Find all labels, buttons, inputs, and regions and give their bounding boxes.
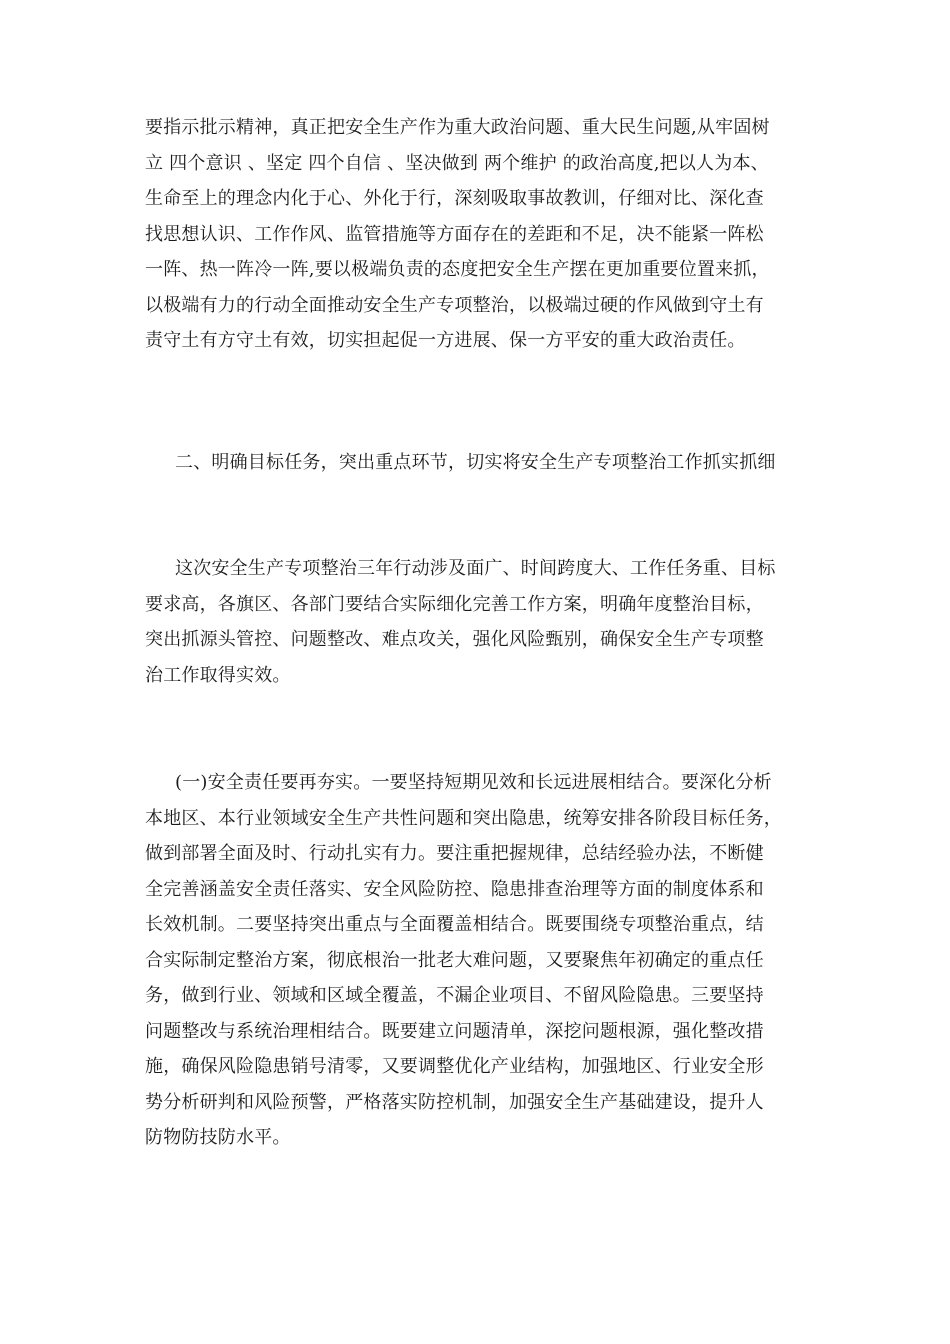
text-line: 本地区、本行业领域安全生产共性问题和突出隐患，统筹安排各阶段目标任务，	[145, 807, 782, 829]
text-line: 防物防技防水平。	[145, 1127, 291, 1148]
heading-text: 二、明确目标任务，突出重点环节，切实将安全生产专项整治工作抓实抓细	[175, 452, 776, 473]
paragraph-three-year-action	[145, 551, 835, 693]
text-line: 势分析研判和风险预警，严格落实防控机制，加强安全生产基础建设，提升人	[145, 1091, 764, 1113]
text-line: 施，确保风险隐患销号清零，又要调整优化产业结构，加强地区、行业安全形	[145, 1056, 764, 1077]
text-line: 一阵、热一阵冷一阵,要以极端负责的态度把安全生产摆在更加重要位置来抓，	[145, 259, 770, 280]
text-line: 立 四个意识 、坚定 四个自信 、坚决做到 两个维护 的政治高度,把以人为本、	[145, 152, 769, 174]
text-line: 做到部署全面及时、行动扎实有力。要注重把握规律，总结经验办法，不断健	[145, 843, 764, 864]
text-line: 要指示批示精神，真正把安全生产作为重大政治问题、重大民生问题,从牢固树	[145, 117, 770, 138]
section-heading-two	[145, 445, 835, 481]
text-line: 务，做到行业、领域和区域全覆盖，不漏企业项目、不留风险隐患。三要坚持	[145, 985, 764, 1006]
text-line: 问题整改与系统治理相结合。既要建立问题清单，深挖问题根源，强化整改措	[145, 1020, 764, 1042]
text-line: 这次安全生产专项整治三年行动涉及面广、时间跨度大、工作任务重、目标	[175, 558, 776, 579]
text-line: 合实际制定整治方案，彻底根治一批老大难问题，又要聚焦年初确定的重点任	[145, 949, 764, 971]
text-line: 责守土有方守土有效，切实担起促一方进展、保一方平安的重大政治责任。	[145, 330, 746, 351]
text-line: 突出抓源头管控、问题整改、难点攻关，强化风险甄别，确保安全生产专项整	[145, 629, 764, 650]
text-line: (一)安全责任要再夯实。一要坚持短期见效和长远进展相结合。要深化分析	[175, 772, 772, 793]
paragraph-political-responsibility	[145, 110, 835, 359]
text-line: 治工作取得实效。	[145, 664, 291, 686]
text-line: 长效机制。二要坚持突出重点与全面覆盖相结合。既要围绕专项整治重点，结	[145, 914, 764, 935]
text-line: 生命至上的理念内化于心、外化于行，深刻吸取事故教训，仔细对比、深化查	[145, 188, 764, 209]
text-line: 以极端有力的行动全面推动安全生产专项整治，以极端过硬的作风做到守土有	[145, 294, 764, 316]
text-line: 全完善涵盖安全责任落实、安全风险防控、隐患排查治理等方面的制度体系和	[145, 878, 764, 900]
text-line: 找思想认识、工作作风、监管措施等方面存在的差距和不足，决不能紧一阵松	[145, 223, 764, 245]
paragraph-safety-responsibility	[145, 765, 835, 1156]
text-line: 要求高，各旗区、各部门要结合实际细化完善工作方案，明确年度整治目标，	[145, 593, 764, 615]
